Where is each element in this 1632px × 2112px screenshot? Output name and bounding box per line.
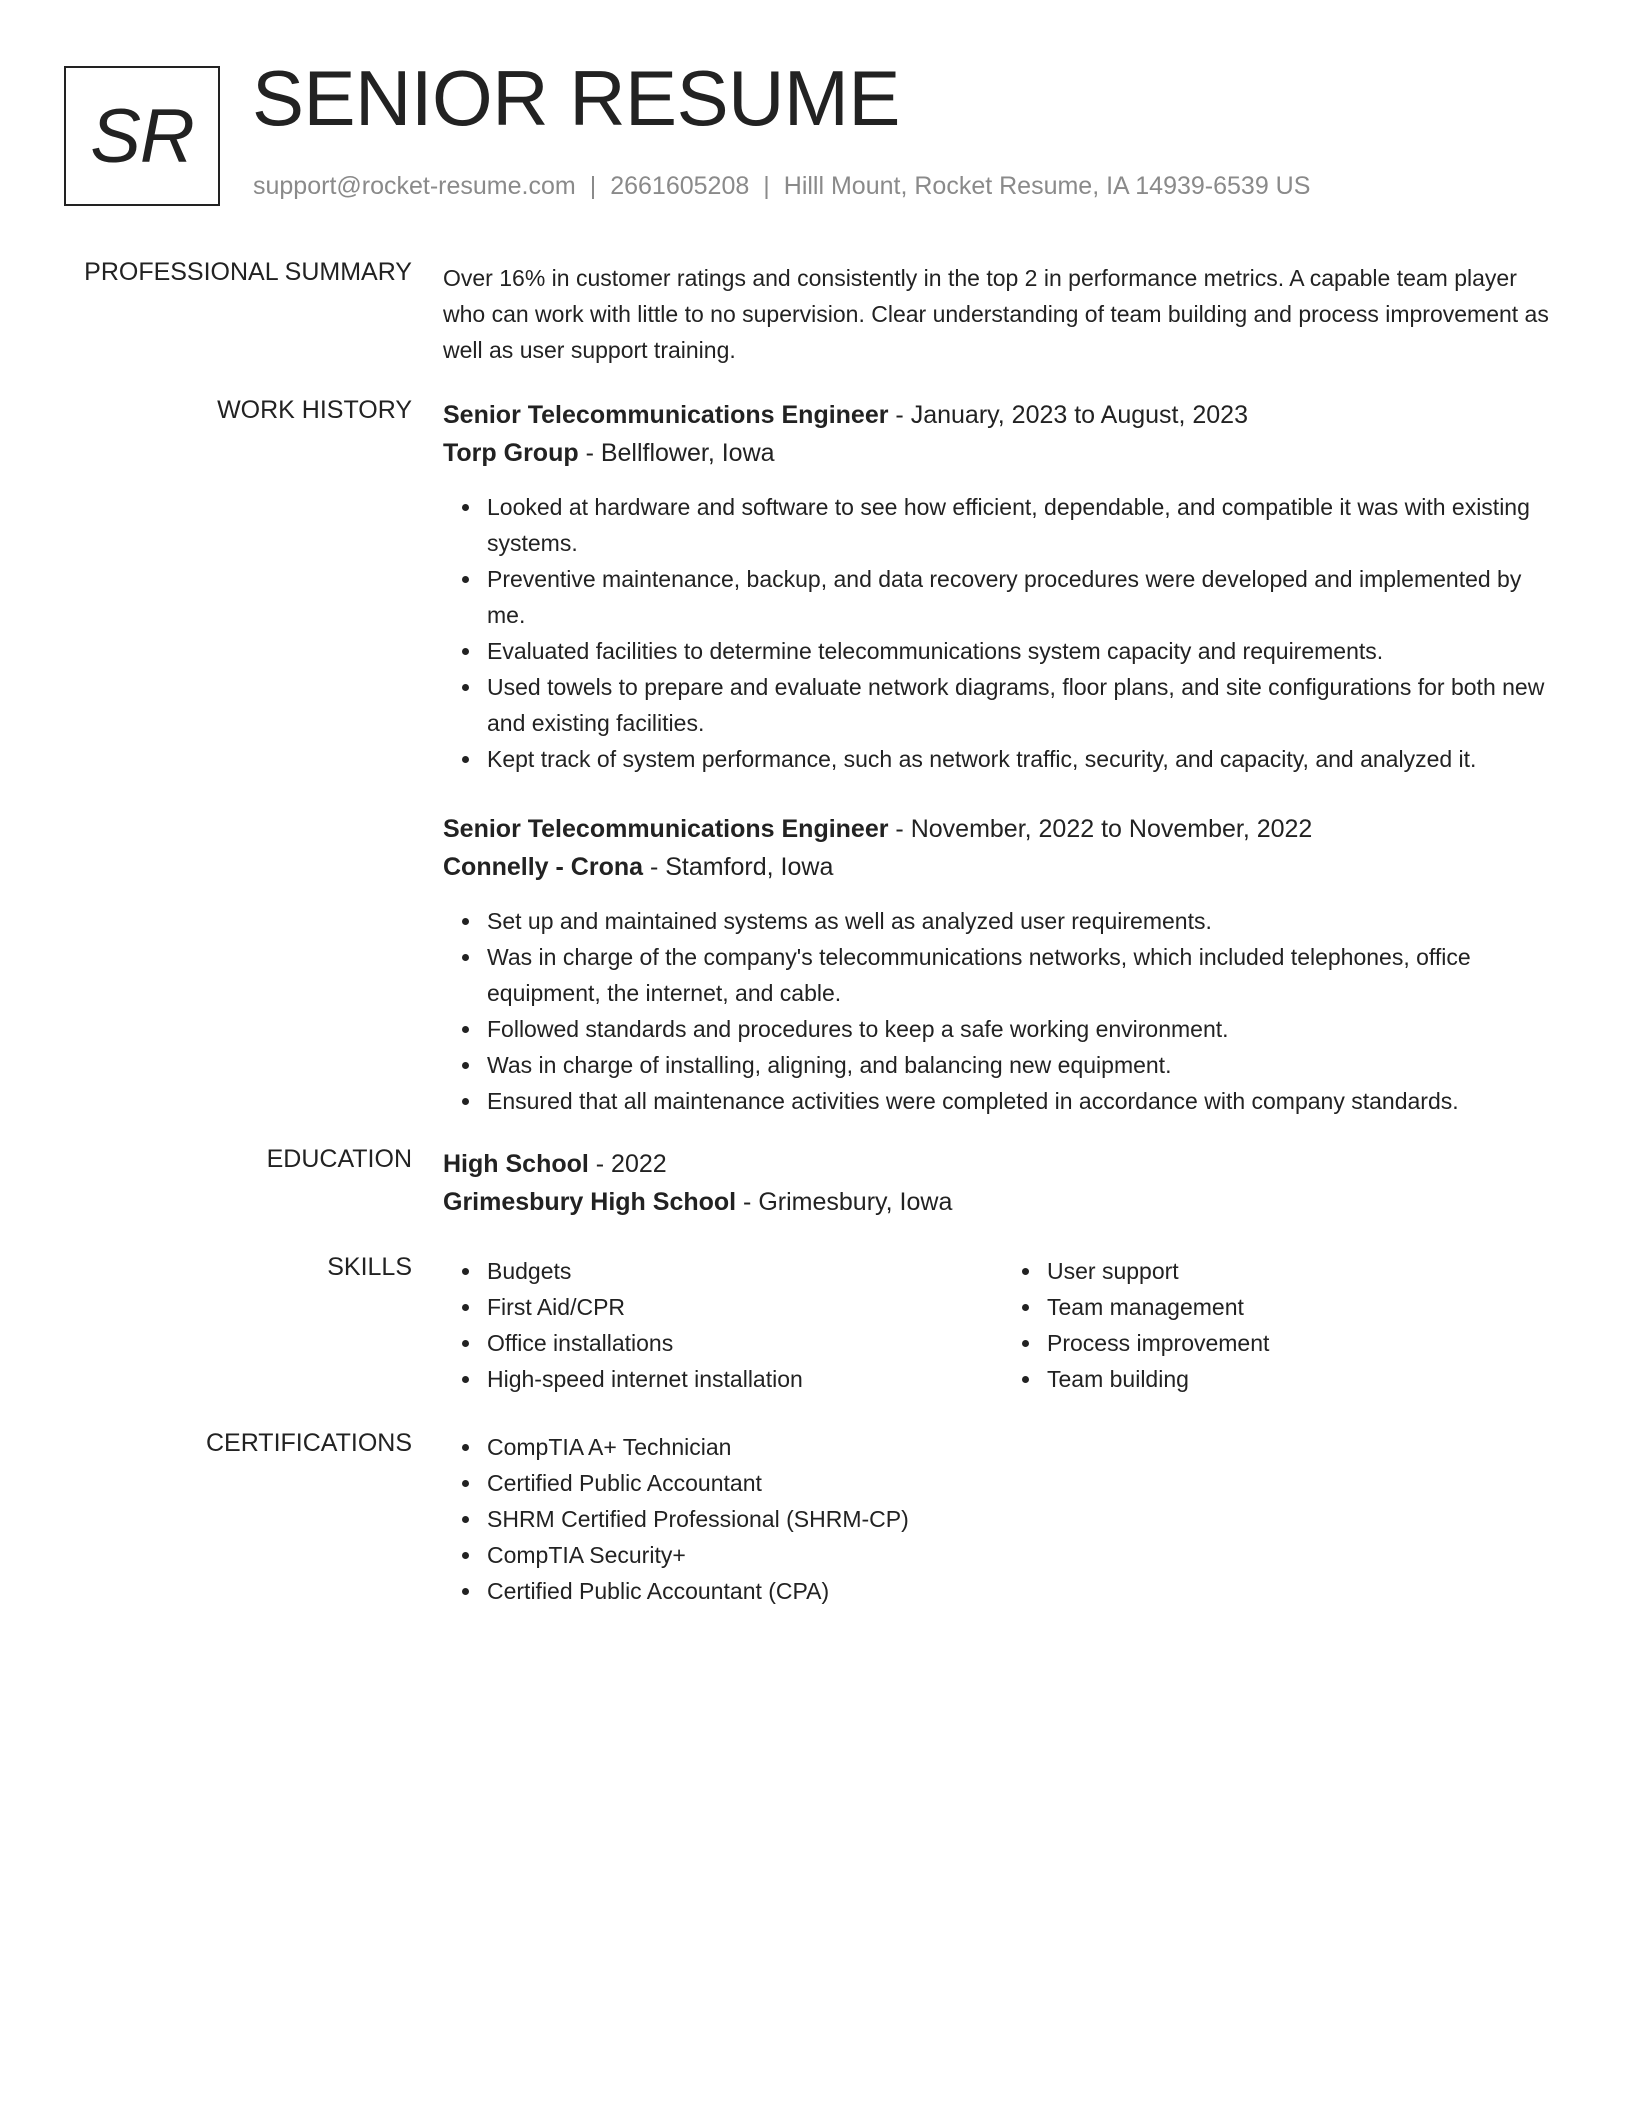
list-item: Team management <box>1047 1289 1563 1325</box>
contact-address: Hilll Mount, Rocket Resume, IA 14939-6539 US <box>783 172 1311 200</box>
certifications-body <box>443 1429 1563 1609</box>
list-item: Evaluated facilities to determine telecommunications system capacity and requirements. <box>487 633 1563 669</box>
job-bullets <box>443 903 1563 1119</box>
skills-list-left <box>443 1253 1003 1397</box>
section-label-education: EDUCATION <box>266 1145 412 1173</box>
list-item: High-speed internet installation <box>487 1361 1003 1397</box>
contact-email[interactable]: support@rocket-resume.com <box>253 172 576 200</box>
job-company-line <box>443 434 1563 472</box>
contact-separator: | <box>763 172 770 200</box>
list-item: Team building <box>1047 1361 1563 1397</box>
list-item: Process improvement <box>1047 1325 1563 1361</box>
summary-text: Over 16% in customer ratings and consistently in the top 2 in performance metrics. A capable team player who can work with little to no supervision. Clear understanding of team building and process improvement as well as user support training. <box>443 265 1549 363</box>
list-item: Ensured that all maintenance activities were completed in accordance with company standards. <box>487 1083 1563 1119</box>
job-title-line <box>443 396 1563 434</box>
contact-phone[interactable]: 2661605208 <box>610 172 750 200</box>
list-item: Looked at hardware and software to see how efficient, dependable, and compatible it was with existing systems. <box>487 489 1563 561</box>
list-item: Certified Public Accountant (CPA) <box>487 1573 1563 1609</box>
list-item: CompTIA A+ Technician <box>487 1429 1563 1465</box>
section-label-certifications: CERTIFICATIONS <box>205 1429 412 1457</box>
education-location: - Grimesbury, Iowa <box>736 1188 953 1216</box>
education-school-line <box>443 1183 1563 1221</box>
list-item: Followed standards and procedures to keep a safe working environment. <box>487 1011 1563 1047</box>
education-body <box>443 1145 1563 1221</box>
job-company: Torp Group <box>443 439 579 467</box>
list-item: Office installations <box>487 1325 1003 1361</box>
contact-line <box>253 172 1310 201</box>
list-item: Preventive maintenance, backup, and data recovery procedures were developed and implemented by me. <box>487 561 1563 633</box>
job-bullets <box>443 489 1563 777</box>
monogram-initials: SR <box>90 93 194 179</box>
skills-list-right <box>1003 1253 1563 1397</box>
list-item: Set up and maintained systems as well as analyzed user requirements. <box>487 903 1563 939</box>
section-label-summary: PROFESSIONAL SUMMARY <box>84 258 412 286</box>
list-item: Kept track of system performance, such as network traffic, security, and capacity, and analyzed it. <box>487 741 1563 777</box>
monogram-box <box>64 66 220 206</box>
section-label-work-history: WORK HISTORY <box>217 396 412 424</box>
job-entry <box>443 396 1563 777</box>
work-history-body <box>443 396 1563 1119</box>
list-item: Was in charge of installing, aligning, and balancing new equipment. <box>487 1047 1563 1083</box>
list-item: First Aid/CPR <box>487 1289 1003 1325</box>
contact-separator: | <box>589 172 597 200</box>
job-title: Senior Telecommunications Engineer <box>443 815 889 843</box>
list-item: SHRM Certified Professional (SHRM-CP) <box>487 1501 1563 1537</box>
section-label-skills: SKILLS <box>327 1253 412 1281</box>
job-location: - Bellflower, Iowa <box>578 439 775 467</box>
list-item: Budgets <box>487 1253 1003 1289</box>
list-item: Certified Public Accountant <box>487 1465 1563 1501</box>
job-entry <box>443 810 1563 1119</box>
job-location: - Stamford, Iowa <box>643 853 834 881</box>
job-title-line <box>443 810 1563 848</box>
list-item: Used towels to prepare and evaluate network diagrams, floor plans, and site configurations for both new and existing facilities. <box>487 669 1563 741</box>
education-degree-line <box>443 1145 1563 1183</box>
list-item: User support <box>1047 1253 1563 1289</box>
job-company-line <box>443 848 1563 886</box>
job-dates: - January, 2023 to August, 2023 <box>888 401 1248 429</box>
resume-name: SENIOR RESUME <box>252 54 900 142</box>
list-item: Was in charge of the company's telecommunications networks, which included telephones, office equipment, the internet, and cable. <box>487 939 1563 1011</box>
job-company: Connelly - Crona <box>443 853 644 881</box>
education-year: - 2022 <box>588 1150 667 1178</box>
skills-body <box>443 1253 1563 1397</box>
certifications-list <box>443 1429 1563 1609</box>
list-item: CompTIA Security+ <box>487 1537 1563 1573</box>
job-title: Senior Telecommunications Engineer <box>443 401 889 429</box>
summary-body <box>443 258 1563 368</box>
job-dates: - November, 2022 to November, 2022 <box>888 815 1313 843</box>
education-degree: High School <box>443 1150 589 1178</box>
education-school: Grimesbury High School <box>443 1188 737 1216</box>
skills-columns <box>443 1253 1563 1397</box>
